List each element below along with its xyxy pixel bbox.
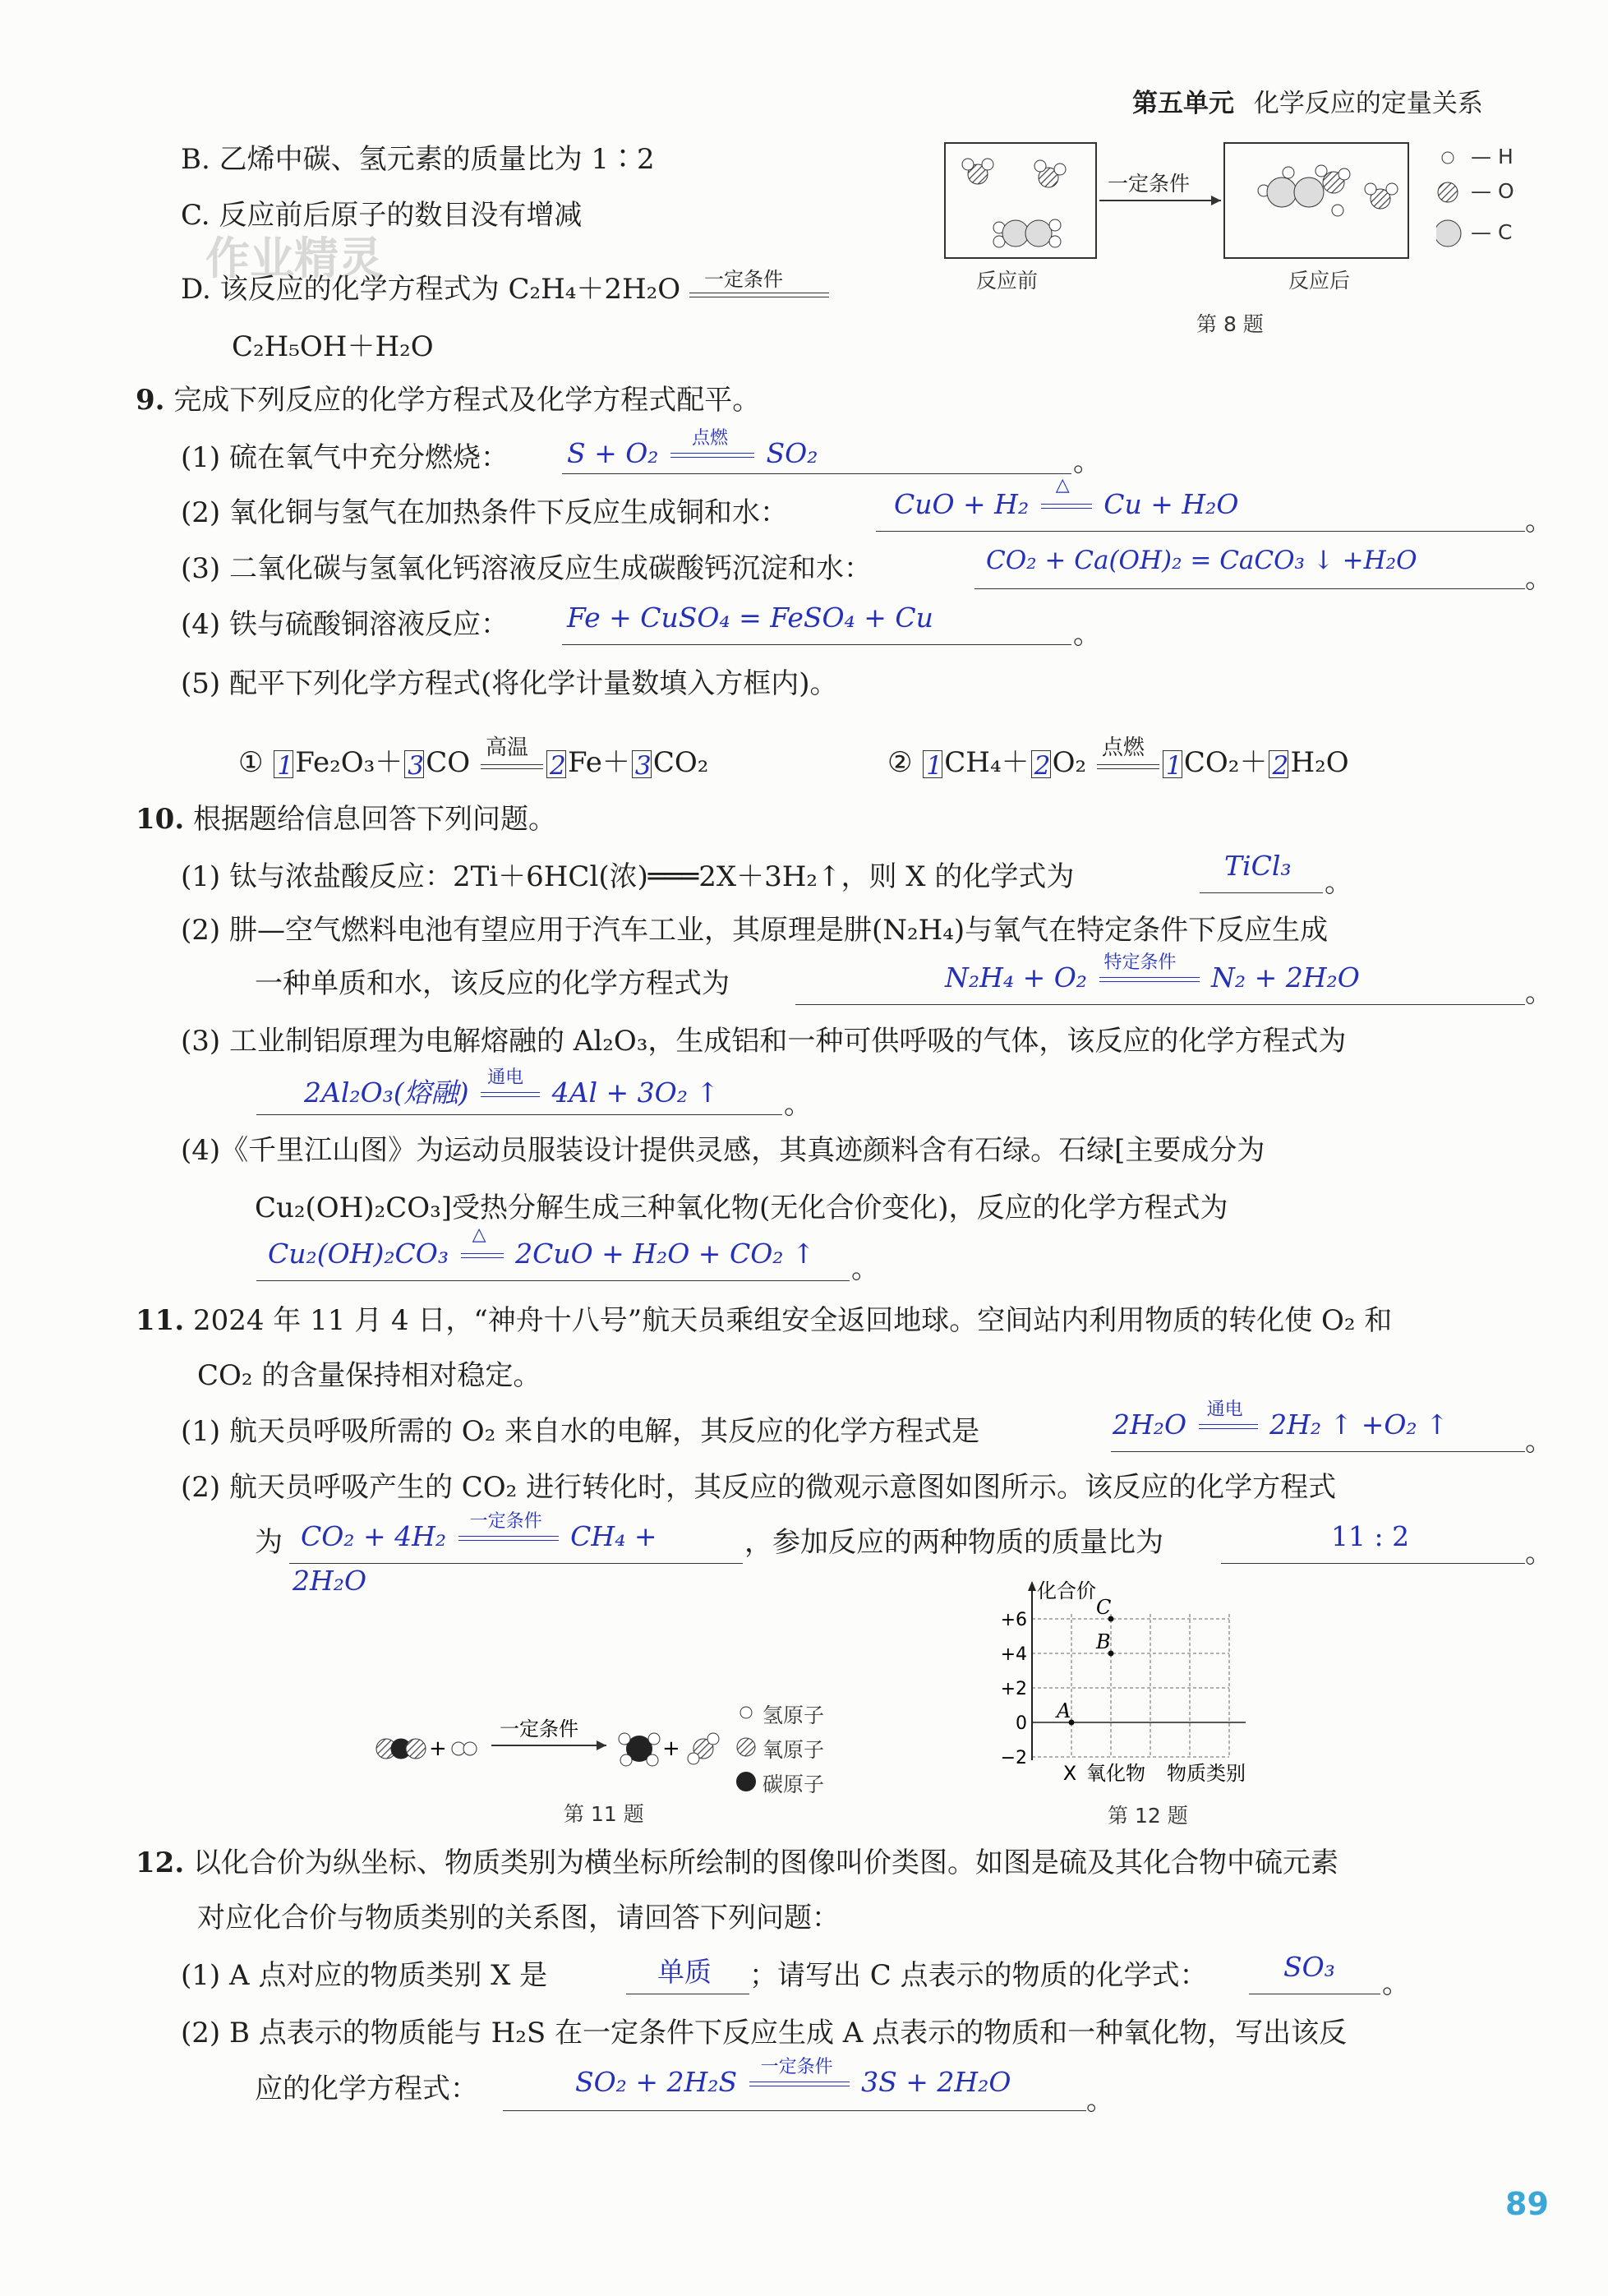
q12-1-answer: 单质	[657, 1956, 712, 1988]
answer-left: Cu₂(OH)₂CO₃	[268, 1238, 449, 1270]
q9-5-prompt: (5) 配平下列化学方程式(将化学计量数填入方框内)。	[181, 667, 838, 700]
formula: CO	[426, 746, 471, 779]
q12-stem-b: 对应化合价与物质类别的关系图，请回答下列问题：	[197, 1902, 840, 1934]
x-axis-label: 物质类别	[1167, 1762, 1246, 1785]
legend-carbon: 碳原子	[763, 1773, 825, 1796]
q11-2-answer-tail: 2H₂O	[293, 1565, 367, 1597]
answer-right: 4Al + 3O₂ ↑	[551, 1077, 720, 1109]
legend-c: — C	[1471, 220, 1513, 244]
q12-1-period: 。	[1382, 1967, 1410, 2000]
q10-2-period: 。	[1525, 976, 1553, 1009]
formula: H₂O	[1290, 746, 1349, 779]
q8-legend	[1436, 141, 1543, 265]
q11-stem-b: CO₂ 的含量保持相对稳定。	[197, 1359, 541, 1392]
answer-condition: △	[472, 1224, 486, 1245]
eq2-condition: 点燃	[1101, 735, 1145, 760]
q11-caption: 第 11 题	[564, 1802, 644, 1826]
page-number: 89	[1505, 2186, 1549, 2222]
q8-before-label: 反应前	[976, 269, 1039, 293]
point-label-a: A	[1057, 1699, 1071, 1722]
unit-label: 第五单元	[1132, 89, 1234, 118]
q11-stem-a	[136, 1302, 1392, 1339]
point-label-b: B	[1096, 1630, 1111, 1653]
q11-stem-text: 2024 年 11 月 4 日，“神舟十八号”航天员乘组安全返回地球。空间站内利用物质的转化使 O₂ 和	[192, 1304, 1393, 1337]
legend-o: — O	[1471, 179, 1514, 203]
watermark: 作业精灵	[205, 233, 383, 284]
answer-left: 2Al₂O₃(熔融)	[304, 1077, 469, 1109]
coef-box[interactable]	[546, 750, 566, 781]
q11-number: 11.	[136, 1304, 185, 1337]
q9-5-equation-1	[238, 735, 709, 781]
y-axis-arrow	[1028, 1581, 1036, 1591]
q10-4-prompt-a: (4)《千里江山图》为运动员服装设计提供灵感，其真迹颜料含有石绿。石绿[主要成分为	[181, 1134, 1265, 1167]
answer-condition: 点燃	[692, 428, 729, 449]
q11-2-period: 。	[1525, 1537, 1553, 1570]
q8-option-b: B. 乙烯中碳、氢元素的质量比为 1∶2	[181, 143, 655, 176]
q9-4-period: 。	[1073, 618, 1101, 651]
q10-4-answer	[268, 1224, 815, 1270]
answer-left: N₂H₄ + O₂	[945, 961, 1088, 994]
q8-option-d-text: D. 该反应的化学方程式为 C₂H₄＋2H₂O	[181, 273, 681, 306]
q9-3-period: 。	[1525, 562, 1553, 595]
coef-box[interactable]	[923, 750, 943, 781]
coef-box[interactable]	[632, 750, 652, 781]
answer-right: Cu + H₂O	[1103, 488, 1239, 520]
q12-2-period: 。	[1086, 2084, 1114, 2117]
q12-chart	[986, 1578, 1315, 1816]
formula: CH₄＋	[944, 746, 1030, 779]
q12-2-prompt-b: 应的化学方程式：	[255, 2072, 478, 2105]
coef-box[interactable]	[404, 750, 425, 781]
q10-stem	[136, 801, 556, 837]
q8-condition-arrow	[689, 268, 829, 307]
q12-2-answer	[575, 2057, 1011, 2099]
formula: CO₂＋	[1183, 746, 1268, 779]
q10-1-prompt: (1) 钛与浓盐酸反应：2Ti＋6HCl(浓)═══2X＋3H₂↑，则 X 的化学式为	[181, 860, 1075, 893]
q9-1-answer	[567, 428, 818, 470]
answer-left: 2H₂O	[1113, 1408, 1187, 1441]
point-label-c: C	[1096, 1596, 1112, 1619]
answer-left: CuO + H₂	[894, 488, 1030, 520]
q9-stem-text: 完成下列反应的化学方程式及化学方程式配平。	[173, 384, 761, 417]
answer-left: S + O₂	[567, 437, 659, 469]
answer-left: SO₂ + 2H₂S	[575, 2066, 738, 2098]
q9-number: 9.	[136, 384, 165, 417]
q9-stem	[136, 382, 760, 418]
answer-condition: 一定条件	[760, 2057, 833, 2077]
y-tick-label: 0	[1016, 1713, 1027, 1734]
q12-2-prompt-a: (2) B 点表示的物质能与 H₂S 在一定条件下反应生成 A 点表示的物质和一种氧化物，写出该反	[181, 2017, 1348, 2049]
answer-right: CH₄ +	[570, 1520, 657, 1552]
q10-4-prompt-b: Cu₂(OH)₂CO₃]受热分解生成三种氧化物(无化合价变化)，反应的化学方程式为	[255, 1192, 1228, 1224]
answer-condition: 一定条件	[469, 1511, 542, 1532]
answer-right: SO₂	[766, 437, 818, 469]
svg-text:+: +	[662, 1736, 680, 1761]
coef-value: 3	[408, 751, 425, 781]
answer-right: 2H₂ ↑ +O₂ ↑	[1269, 1408, 1449, 1441]
q11-2-answer	[301, 1511, 657, 1553]
q11-1-answer	[1113, 1399, 1449, 1441]
answer-right: 3S + 2H₂O	[861, 2066, 1011, 2098]
coef-box[interactable]	[1163, 750, 1182, 781]
y-tick-label: +6	[1000, 1610, 1027, 1630]
formula: Fe＋	[568, 746, 630, 779]
coef-value: 2	[1272, 751, 1289, 781]
q12-caption: 第 12 题	[1108, 1804, 1188, 1828]
q9-4-answer: Fe + CuSO₄ = FeSO₄ + Cu	[567, 602, 933, 634]
legend-h: — H	[1471, 145, 1514, 168]
legend-hydrogen: 氢原子	[763, 1704, 825, 1727]
q9-3-prompt: (3) 二氧化碳与氢氧化钙溶液反应生成碳酸钙沉淀和水：	[181, 552, 872, 585]
y-tick-label: +2	[1000, 1679, 1027, 1699]
q11-2-prompt-a: (2) 航天员呼吸产生的 CO₂ 进行转化时，其反应的微观示意图如图所示。该反应的化学方程式	[181, 1471, 1337, 1504]
q9-2-answer	[894, 475, 1239, 521]
unit-title: 化学反应的定量关系	[1253, 89, 1483, 118]
q9-2-prompt: (2) 氧化铜与氢气在加热条件下反应生成铜和水：	[181, 496, 788, 529]
y-axis-label: 化合价	[1037, 1579, 1096, 1602]
q10-number: 10.	[136, 803, 185, 836]
q10-3-period: 。	[784, 1088, 812, 1121]
q12-stem-a	[136, 1845, 1338, 1881]
x-tick-label: 氧化物	[1086, 1762, 1145, 1785]
answer-condition: 通电	[487, 1067, 524, 1088]
valence-chart-svg	[986, 1578, 1315, 1816]
y-tick-label: −2	[1000, 1748, 1027, 1768]
q8-after-label: 反应后	[1288, 269, 1351, 293]
q11-2-ratio-answer: 11 : 2	[1331, 1520, 1410, 1552]
q10-stem-text: 根据题给信息回答下列问题。	[192, 803, 556, 836]
eq1-condition: 高温	[486, 735, 529, 760]
formula: O₂	[1052, 746, 1087, 779]
q8-option-c: C. 反应前后原子的数目没有增减	[181, 199, 583, 232]
q8-arrow-condition: 一定条件	[1108, 172, 1191, 196]
q10-4-period: 。	[851, 1252, 879, 1285]
q8-figure	[943, 141, 1412, 330]
coef-value: 3	[634, 751, 652, 781]
svg-text:+: +	[429, 1736, 447, 1761]
q9-5-equation-2	[887, 735, 1349, 781]
q9-1-period: 。	[1073, 445, 1101, 478]
eq2-number: ②	[887, 746, 913, 779]
q9-1-prompt: (1) 硫在氧气中充分燃烧：	[181, 441, 509, 474]
answer-left: CO₂ + 4H₂	[301, 1520, 447, 1552]
coef-value: 2	[550, 751, 566, 781]
q10-3-answer	[304, 1067, 720, 1110]
formula: Fe₂O₃＋	[295, 746, 403, 779]
q9-3-answer: CO₂ + Ca(OH)₂ = CaCO₃ ↓ +H₂O	[986, 546, 1417, 575]
q8-option-d	[181, 268, 829, 307]
q12-1-formula-answer: SO₃	[1283, 1951, 1335, 1983]
answer-right: N₂ + 2H₂O	[1211, 961, 1360, 994]
answer-condition: △	[1055, 475, 1070, 496]
coef-box[interactable]	[1269, 750, 1289, 781]
q10-1-answer: TiCl₃	[1224, 850, 1292, 882]
q10-2-prompt-a: (2) 肼—空气燃料电池有望应用于汽车工业，其原理是肼(N₂H₄)与氧气在特定条件下反应生成	[181, 914, 1329, 947]
q11-condition: 一定条件	[500, 1717, 578, 1740]
q12-1-prompt-a: (1) A 点对应的物质类别 X 是	[181, 1959, 548, 1992]
q11-1-period: 。	[1525, 1425, 1553, 1458]
q8-option-d-tail: C₂H₅OH＋H₂O	[232, 330, 434, 363]
coef-value: 1	[1165, 751, 1182, 781]
coef-value: 1	[926, 751, 943, 781]
q8-condition: 一定条件	[704, 268, 783, 291]
q10-1-period: 。	[1325, 866, 1352, 899]
q8-caption: 第 8 题	[1196, 312, 1264, 336]
q11-2-prompt-c: ，参加反应的两种物质的质量比为	[744, 1526, 1163, 1559]
unit-header	[1132, 82, 1483, 119]
y-tick-label: +4	[1000, 1644, 1027, 1665]
coef-value: 1	[277, 751, 294, 781]
coef-box[interactable]	[1031, 750, 1051, 781]
q12-number: 12.	[136, 1846, 185, 1879]
coef-value: 2	[1034, 751, 1051, 781]
answer-condition: 特定条件	[1103, 952, 1177, 973]
formula: CO₂	[652, 746, 709, 779]
q11-1-prompt: (1) 航天员呼吸所需的 O₂ 来自水的电解，其反应的化学方程式是	[181, 1415, 980, 1448]
q10-2-answer	[945, 952, 1360, 994]
x-tick-label: X	[1062, 1762, 1077, 1785]
coef-box[interactable]	[274, 750, 294, 781]
answer-condition: 通电	[1206, 1399, 1243, 1420]
q12-1-prompt-b: ；请写出 C 点表示的物质的化学式：	[749, 1959, 1208, 1992]
q10-2-prompt-b: 一种单质和水，该反应的化学方程式为	[255, 967, 730, 1000]
q8-molecule-diagram	[943, 141, 1412, 330]
q11-2-prompt-b: 为	[255, 1526, 283, 1559]
answer-right: 2CuO + H₂O + CO₂ ↑	[515, 1238, 815, 1270]
q10-3-prompt: (3) 工业制铝原理为电解熔融的 Al₂O₃，生成铝和一种可供呼吸的气体，该反应的化学方程式为	[181, 1025, 1347, 1058]
q12-stem-text: 以化合价为纵坐标、物质类别为横坐标所绘制的图像叫价类图。如图是硫及其化合物中硫元素	[192, 1846, 1338, 1879]
q9-2-period: 。	[1525, 505, 1553, 537]
q9-4-prompt: (4) 铁与硫酸铜溶液反应：	[181, 608, 509, 641]
eq1-number: ①	[238, 746, 264, 779]
legend-oxygen: 氧原子	[763, 1738, 825, 1762]
